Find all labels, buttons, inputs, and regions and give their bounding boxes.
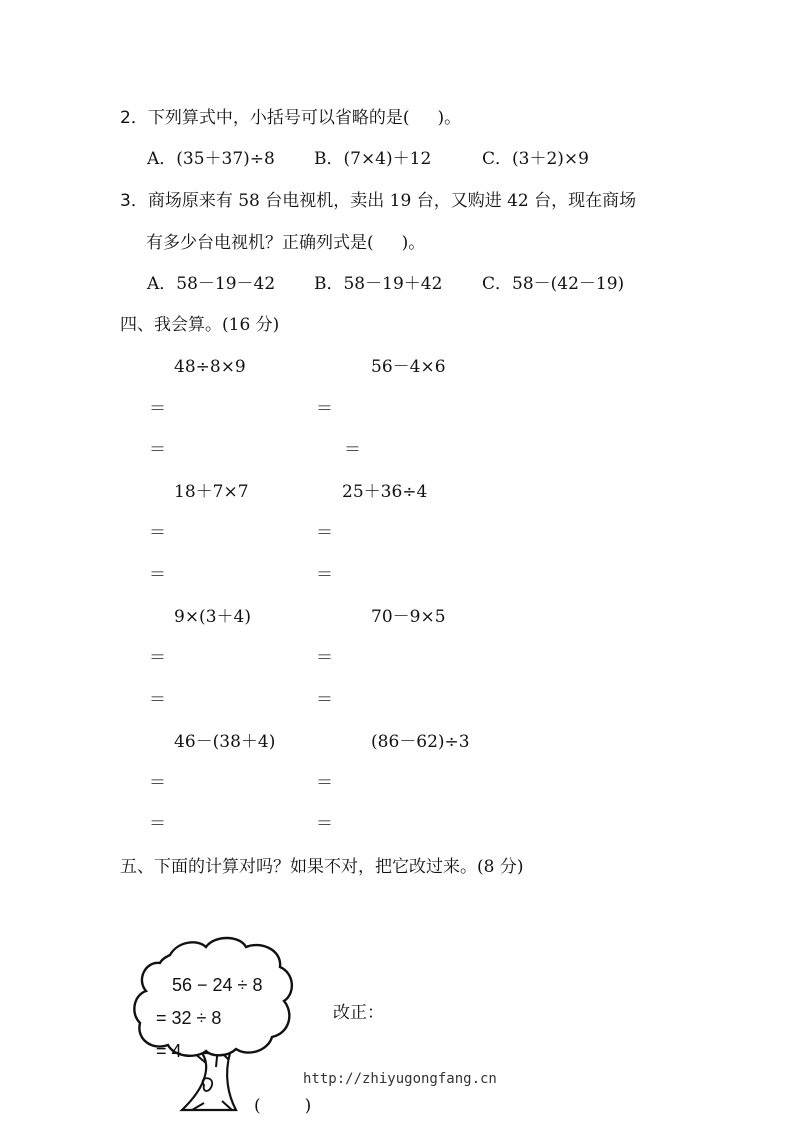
judge-open-paren: ( [254, 1096, 261, 1116]
problem-6: 70－9×5 [371, 607, 446, 627]
equals-sign: ＝ [149, 440, 166, 460]
question-3-stem-line1 [120, 190, 636, 212]
question-2-option-b: B．(7×4)＋12 [314, 149, 432, 169]
tree-line-2: = 32 ÷ 8 [156, 1008, 222, 1028]
tree-line-3: = 4 [156, 1041, 182, 1061]
equals-sign: ＝ [149, 814, 166, 834]
tree-line-1: 56 − 24 ÷ 8 [172, 975, 263, 995]
question-2-option-a: A．(35＋37)÷8 [147, 149, 275, 169]
question-3-stem-line2 [146, 232, 425, 254]
problem-1: 48÷8×9 [174, 357, 246, 377]
judge-close-paren: ) [304, 1096, 312, 1116]
equals-sign: ＝ [316, 690, 333, 710]
question-3-option-b: B．58－19＋42 [314, 274, 443, 294]
problem-3: 18＋7×7 [174, 482, 249, 502]
tree-canopy [134, 938, 292, 1056]
problem-2: 56－4×6 [371, 357, 446, 377]
question-2-stem [120, 107, 461, 129]
question-3-text-2: 有多少台电视机？正确列式是( [146, 233, 374, 253]
question-3-number: 3． [120, 191, 148, 211]
equals-sign: ＝ [149, 648, 166, 668]
equals-sign: ＝ [316, 773, 333, 793]
problem-7: 46－(38＋4) [174, 732, 276, 752]
problem-5: 9×(3＋4) [174, 607, 251, 627]
equals-sign: ＝ [316, 523, 333, 543]
problem-8: (86－62)÷3 [371, 732, 470, 752]
section-4-title: 四、我会算。(16 分) [120, 315, 280, 335]
footer-url[interactable]: http://zhiyugongfang.cn [303, 1071, 497, 1087]
problem-4: 25＋36÷4 [342, 482, 428, 502]
equals-sign: ＝ [149, 523, 166, 543]
equals-sign: ＝ [149, 690, 166, 710]
equals-sign: ＝ [316, 399, 333, 419]
equals-sign: ＝ [344, 440, 361, 460]
question-2-text: 下列算式中，小括号可以省略的是( [147, 108, 410, 128]
correction-label: 改正： [333, 1003, 384, 1023]
question-3-option-a: A．58－19－42 [147, 274, 276, 294]
question-2-end: )。 [437, 108, 462, 128]
equals-sign: ＝ [149, 773, 166, 793]
question-3-option-c: C．58－(42－19) [482, 274, 625, 294]
question-2-number: 2． [120, 108, 148, 128]
equals-sign: ＝ [316, 648, 333, 668]
equals-sign: ＝ [316, 565, 333, 585]
judge-blank[interactable] [254, 1095, 311, 1117]
tree-trunk [182, 1053, 236, 1110]
equals-sign: ＝ [149, 399, 166, 419]
question-3-text: 商场原来有 58 台电视机，卖出 19 台，又购进 42 台，现在商场 [147, 191, 637, 211]
question-2-option-c: C．(3＋2)×9 [482, 149, 589, 169]
question-3-end: )。 [401, 233, 426, 253]
section-5-title: 五、下面的计算对吗？如果不对，把它改过来。(8 分) [120, 857, 524, 877]
equals-sign: ＝ [149, 565, 166, 585]
equals-sign: ＝ [316, 814, 333, 834]
